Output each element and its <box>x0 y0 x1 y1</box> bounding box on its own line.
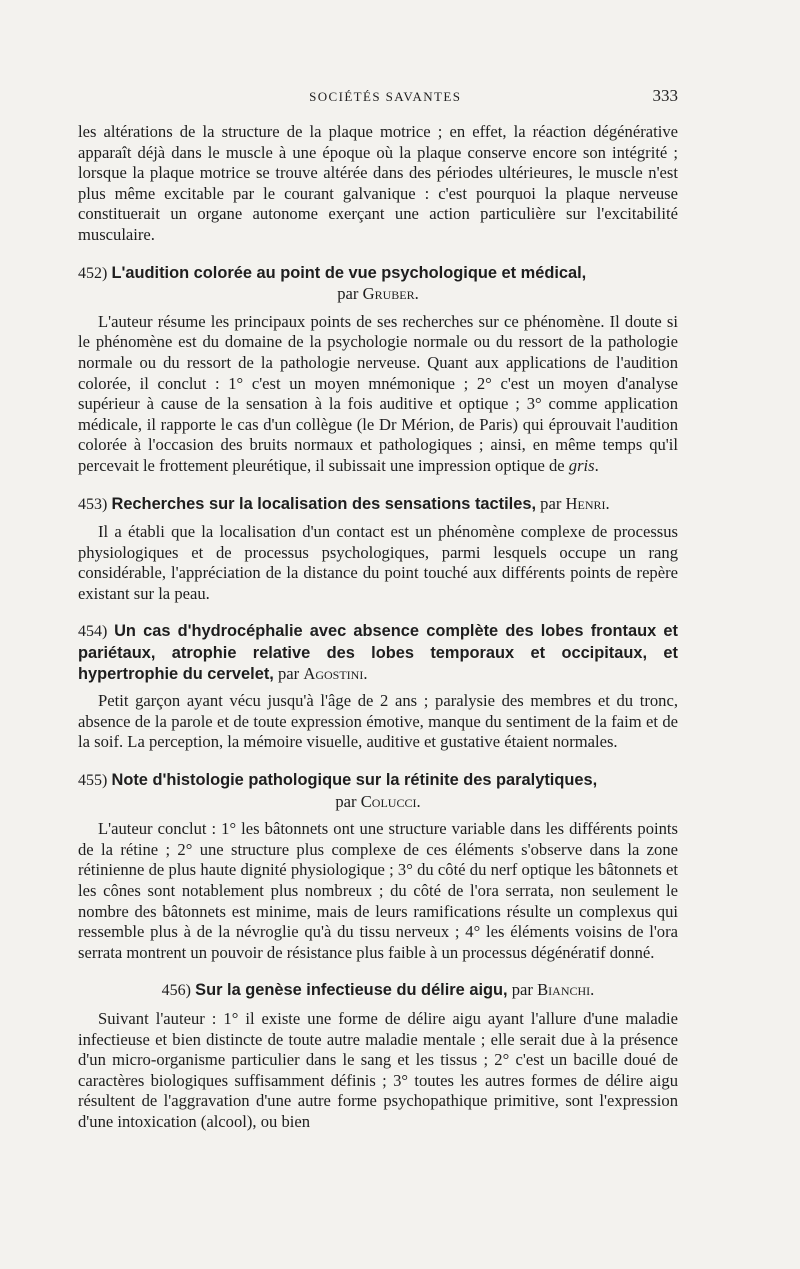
article-456-heading <box>78 980 678 1002</box>
body-text: L'auteur résume les principaux points de ses recherches sur ce phénomène. Il doute si le phénomène est du domaine de la psychologie normale ou du ressort de la pathologie normale ou du ressort de la pathologie nerveuse. Quant aux applications de l'audition colorée, il conclut : 1° c'est un moyen mnémonique ; 2° c'est un moyen d'analyse supérieur à cause de la sensation à la fois auditive et optique ; 3° comme application médicale, il rapporte le cas d'un collègue (le Dr Mérion, de Paris) qui éprouvait l'audition colorée à l'occasion des bruits normaux et pathologiques ; ainsi, en même temps qu'il percevait le frottement pleurétique, il subissait une impression optique de <box>78 311 678 475</box>
article-number: 453) <box>78 495 108 513</box>
running-title: SOCIÉTÉS SAVANTES <box>309 89 462 104</box>
article-456-body: Suivant l'auteur : 1° il existe une forme de délire aigu ayant l'allure d'une maladie infectieuse et bien distincte de toute autre maladie mentale ; elle serait due à la présence d'un micro-organisme particulier dans le sang et les tissus ; 2° c'est un bacille doué de caractères biologiques suffisamment définis ; 3° toutes les autres formes de délire aigu résultent de l'aggravation d'une autre forme psychopathique primitive, sont l'expression d'une intoxication (alcool), ou bien <box>78 1008 678 1131</box>
article-title: Note d'histologie pathologique sur la rétinite des paralytiques, <box>111 771 598 790</box>
article-title: Recherches sur la localisation des sensations tactiles, <box>111 494 537 513</box>
page-number: 333 <box>652 86 678 105</box>
article-455-body: L'auteur conclut : 1° les bâtonnets ont une structure variable dans les différents points de la rétine ; 2° une structure plus complexe de ces éléments s'observe dans la zone rétinienne de plus haute dignité physiologique ; 3° du côté du nerf optique les bâtonnets et les cônes sont notablement plus nombreux ; du côté de l'ora serrata, non seulement le nombre des bâtonnets est minime, mais de leurs ramifications résulte un complexus qui ressemble plus à de la névroglie qu'à du tissu nerveux ; 4° les éléments voisins de l'ora serrata montrent un pouvoir de résistance plus faible à un processus dégénératif donné. <box>78 819 678 962</box>
article-454-body: Petit garçon ayant vécu jusqu'à l'âge de 2 ans ; paralysie des membres et du tronc, absence de la parole et de toute expression émotive, manque du sentiment de la faim et de la soif. La perception, la mémoire visuelle, auditive et gustative étaient normales. <box>78 691 678 752</box>
byline-par: par <box>337 284 359 304</box>
body-end: . <box>594 455 599 475</box>
byline-par: par <box>511 980 533 1000</box>
article-number: 456) <box>161 982 191 1000</box>
byline <box>78 792 678 813</box>
byline-par: par <box>540 493 562 513</box>
article-title: Un cas d'hydrocéphalie avec absence complète des lobes frontaux et pariétaux, atrophie relative des lobes temporaux et occipitaux, et hypertrophie du cervelet, <box>78 622 678 683</box>
article-number: 455) <box>78 772 108 790</box>
article-453-heading <box>78 494 678 516</box>
intro-paragraph: les altérations de la structure de la plaque motrice ; en effet, la réaction dégénérative apparaît déjà dans le muscle à une époque où la plaque conserve encore son intégrité ; lorsque la plaque motrice se trouve altérée dans des périodes ultérieures, le muscle n'est plus même excitable par le courant galvanique : c'est pourquoi la plaque nerveuse constituerait un organe autonome exerçant une action particulière sur l'excitabilité musculaire. <box>78 122 678 244</box>
page-header <box>78 86 678 116</box>
byline-par: par <box>335 791 357 811</box>
author-name: Agostini. <box>303 663 368 683</box>
article-number: 452) <box>78 264 108 282</box>
article-455-heading <box>78 770 678 812</box>
article-453-body: Il a établi que la localisation d'un contact est un phénomène complexe de processus physiologiques et de processus psychologiques, parmi lesquels occupe un rang considérable, l'appréciation de la distance du point touché aux différents points de repère existant sur la peau. <box>78 522 678 603</box>
body-emphasis: gris <box>568 455 595 475</box>
article-title: L'audition colorée au point de vue psychologique et médical, <box>111 263 587 282</box>
article-452-heading <box>78 263 678 305</box>
author-name: Bianchi. <box>537 980 595 1000</box>
article-452-body <box>78 312 678 477</box>
author-name: Gruber. <box>362 284 419 304</box>
byline <box>78 284 678 305</box>
article-number: 454) <box>78 623 108 641</box>
author-name: Colucci. <box>360 791 421 811</box>
article-454-heading <box>78 621 678 684</box>
article-title: Sur la genèse infectieuse du délire aigu, <box>195 981 508 1000</box>
author-name: Henri. <box>565 493 610 513</box>
byline-par: par <box>278 663 300 683</box>
